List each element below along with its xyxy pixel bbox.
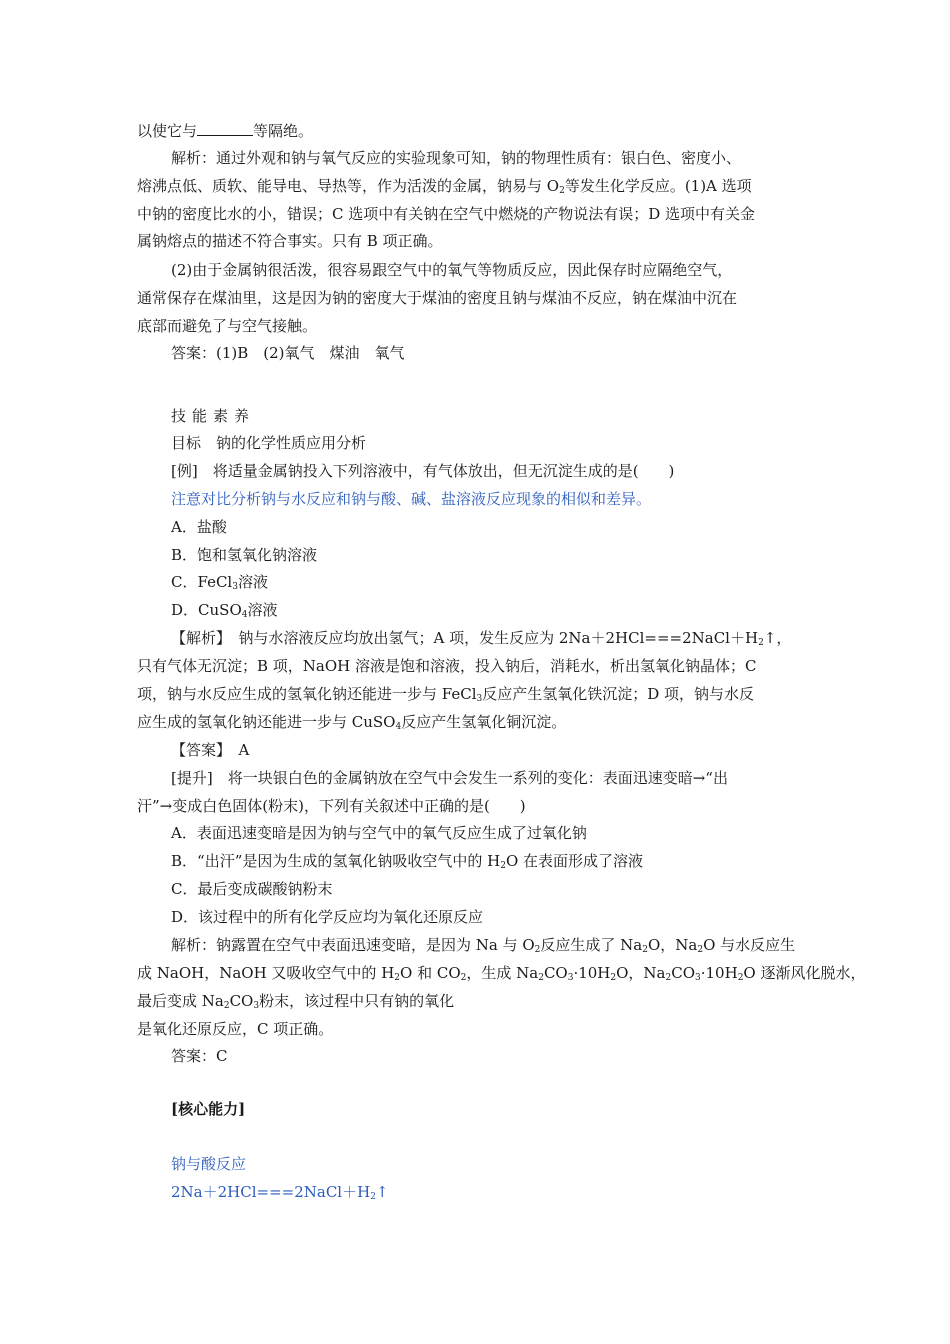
analysis-line <box>137 991 454 1011</box>
explanation-line <box>171 628 791 648</box>
text: ，生成 Na <box>466 964 539 982</box>
explanation-line <box>137 684 754 704</box>
text: O 和 CO <box>400 964 461 982</box>
answer-line: 答案：C <box>171 1047 228 1065</box>
question-line: 汗”→变成白色固体(粉末)，下列有关叙述中正确的是( ) <box>137 797 526 815</box>
text: 粉末，该过程中只有钠的氧化 <box>259 992 455 1010</box>
text: CO <box>543 964 568 982</box>
subscript: 4 <box>241 610 248 620</box>
analysis-line: 解析：通过外观和钠与氧气反应的实验现象可知，钠的物理性质有：银白色、密度小、 <box>171 149 742 167</box>
analysis-line <box>171 935 795 955</box>
analysis-line: 属钠熔点的描述不符合事实。只有 B 项正确。 <box>137 232 443 250</box>
text: 【解析】 钠与水溶液反应均放出氢气；A 项，发生反应为 2Na＋2HCl===2NaCl＋H <box>171 629 759 647</box>
text: 反应产生氢氧化铜沉淀。 <box>401 713 567 731</box>
text: D．CuSO <box>171 601 242 619</box>
text: 解析：钠露置在空气中表面迅速变暗，是因为 Na 与 O <box>171 936 535 954</box>
subscript: 2 <box>642 945 648 955</box>
target-line: 目标 钠的化学性质应用分析 <box>171 434 367 452</box>
text: ·10H <box>700 964 738 982</box>
subscript: 3 <box>232 582 238 592</box>
text: 溶液 <box>247 601 278 619</box>
text: 等隔绝。 <box>253 122 314 140</box>
subscript: 2 <box>697 945 704 955</box>
text: ↑， <box>763 629 792 647</box>
text: 成 NaOH，NaOH 又吸收空气中的 H <box>137 964 395 982</box>
answer-line: 【答案】 A <box>171 741 250 759</box>
subscript: 2 <box>370 1192 376 1202</box>
explanation-line <box>137 712 566 732</box>
subscript: 2 <box>610 973 617 983</box>
subscript: 2 <box>665 973 672 983</box>
text: 最后变成 Na <box>137 992 224 1010</box>
section-heading: [核心能力] <box>171 1100 246 1118</box>
text: 反应产生氢氧化铁沉淀；D 项，钠与水反 <box>482 685 755 703</box>
question-line: [提升] 将一块银白色的金属钠放在空气中会发生一系列的变化：表面迅速变暗→“出 <box>171 769 728 787</box>
analysis-line: 是氧化还原反应，C 项正确。 <box>137 1020 334 1038</box>
text: 等发生化学反应。(1)A 选项 <box>564 177 752 195</box>
option-c: C．最后变成碳酸钠粉末 <box>171 880 333 898</box>
analysis-line: (2)由于金属钠很活泼，很容易跟空气中的氧气等物质反应，因此保存时应隔绝空气， <box>171 261 733 279</box>
text: CO <box>671 964 696 982</box>
analysis-line <box>137 176 752 196</box>
subscript: 3 <box>253 1001 260 1011</box>
text: O 与水反应生 <box>703 936 796 954</box>
subheading: 钠与酸反应 <box>171 1155 247 1173</box>
text: 应生成的氢氧化钠还能进一步与 CuSO <box>137 713 396 731</box>
option-a: A．盐酸 <box>171 518 227 536</box>
subscript: 2 <box>538 973 544 983</box>
answer-line: 答案：(1)B (2)氧气 煤油 氧气 <box>171 344 405 362</box>
fill-in-line <box>137 121 313 141</box>
text: B．“出汗”是因为生成的氢氧化钠吸收空气中的 H <box>171 852 501 870</box>
subscript: 2 <box>559 186 565 196</box>
option-d <box>171 600 278 620</box>
hint-line: 注意对比分析钠与水反应和钠与酸、碱、盐溶液反应现象的相似和差异。 <box>171 490 652 508</box>
option-d: D．该过程中的所有化学反应均为氧化还原反应 <box>171 908 484 926</box>
option-a: A．表面迅速变暗是因为钠与空气中的氧气反应生成了过氧化钠 <box>171 824 587 842</box>
subscript: 3 <box>695 973 701 983</box>
explanation-line: 只有气体无沉淀；B 项，NaOH 溶液是饱和溶液，投入钠后，消耗水，析出氢氧化钠晶体；C <box>137 657 757 675</box>
subscript: 2 <box>500 861 506 871</box>
example-question: [例] 将适量金属钠投入下列溶液中，有气体放出，但无沉淀生成的是( ) <box>171 462 675 480</box>
subscript: 2 <box>460 973 467 983</box>
text: 熔沸点低、质软、能导电、导热等，作为活泼的金属，钠易与 O <box>137 177 560 195</box>
subscript: 2 <box>223 1001 230 1011</box>
text: 以使它与 <box>137 122 198 140</box>
section-heading: 技能素养 <box>171 407 256 425</box>
option-c <box>171 572 268 592</box>
analysis-line <box>137 963 866 983</box>
analysis-line: 底部而避免了与空气接触。 <box>137 317 318 335</box>
subscript: 2 <box>737 973 744 983</box>
text: 项，钠与水反应生成的氢氧化钠还能进一步与 FeCl <box>137 685 477 703</box>
subscript: 3 <box>567 973 574 983</box>
subscript: 3 <box>476 694 483 704</box>
subscript: 2 <box>534 945 541 955</box>
text: ·10H <box>573 964 611 982</box>
subscript: 2 <box>758 638 764 648</box>
subscript: 4 <box>395 722 402 732</box>
answer-blank <box>197 121 253 136</box>
option-b: B．饱和氢氧化钠溶液 <box>171 546 318 564</box>
text: CO <box>229 992 254 1010</box>
text: O，Na <box>647 936 698 954</box>
analysis-line: 通常保存在煤油里，这是因为钠的密度大于煤油的密度且钠与煤油不反应，钠在煤油中沉在 <box>137 289 738 307</box>
text: C．FeCl <box>171 573 233 591</box>
option-b <box>171 851 643 871</box>
equation <box>171 1182 389 1202</box>
text: 2Na＋2HCl===2NaCl＋H <box>171 1183 371 1201</box>
subscript: 2 <box>394 973 401 983</box>
text: O 在表面形成了溶液 <box>505 852 644 870</box>
text: 反应生成了 Na <box>540 936 643 954</box>
text: O 逐渐风化脱水， <box>743 964 866 982</box>
text: 溶液 <box>237 573 268 591</box>
text: ↑ <box>375 1183 389 1201</box>
analysis-line: 中钠的密度比水的小，错误；C 选项中有关钠在空气中燃烧的产物说法有误；D 选项中有关金 <box>137 205 756 223</box>
text: O，Na <box>616 964 666 982</box>
